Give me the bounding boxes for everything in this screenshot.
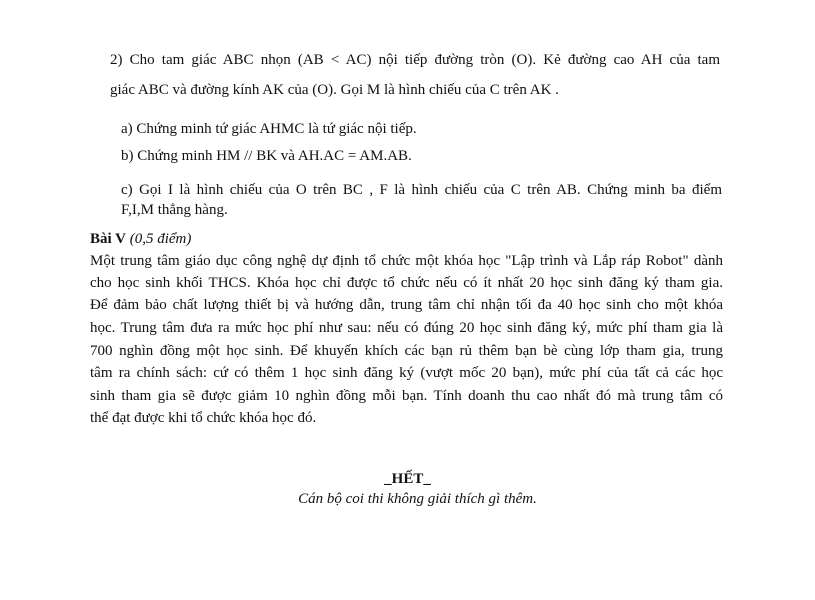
bai5-line-7: sinh tham gia sẽ được giảm 10 nghìn đồng mỗi bạn. Tính doanh thu cao nhất đó mà trung tâm có bbox=[90, 388, 723, 404]
problem2-part-c-line1: c) Gọi I là hình chiếu của O trên BC , F là hình chiếu của C trên AB. Chứng minh ba điểm bbox=[121, 182, 722, 198]
bai5-line-4: học. Trung tâm đưa ra mức học phí như sau: nếu có đúng 20 học sinh đăng ký, mức phí tham gia là bbox=[90, 320, 723, 336]
bai5-line-3: Để đảm bảo chất lượng thiết bị và hướng dẫn, trung tâm chỉ nhận tối đa 40 học sinh cho một khóa bbox=[90, 297, 723, 313]
bai5-heading bbox=[90, 229, 191, 249]
footer-note: Cán bộ coi thi không giải thích gì thêm. bbox=[298, 491, 537, 507]
bai5-line-1: Một trung tâm giáo dục công nghệ dự định tổ chức một khóa học "Lập trình và Lắp ráp Robot" dành bbox=[90, 253, 723, 269]
bai5-line-5: 700 nghìn đồng một học sinh. Để khuyến khích các bạn rủ thêm bạn bè cùng lớp tham gia, trung bbox=[90, 343, 723, 359]
problem2-intro-line1: 2) Cho tam giác ABC nhọn (AB < AC) nội tiếp đường tròn (O). Kẻ đường cao AH của tam bbox=[110, 52, 720, 68]
bai5-points: (0,5 điểm) bbox=[129, 231, 192, 247]
problem2-part-b: b) Chứng minh HM // BK và AH.AC = AM.AB. bbox=[121, 148, 412, 164]
bai5-label: Bài V bbox=[90, 231, 126, 247]
problem2-part-a: a) Chứng minh tứ giác AHMC là tứ giác nội tiếp. bbox=[121, 121, 417, 137]
problem2-part-c-line2: F,I,M thẳng hàng. bbox=[121, 202, 228, 218]
bai5-line-6: tâm ra chính sách: cứ có thêm 1 học sinh đăng ký (vượt mốc 20 bạn), mức phí của tất cả các học bbox=[90, 365, 723, 381]
problem2-intro-line2: giác ABC và đường kính AK của (O). Gọi M là hình chiếu của C trên AK . bbox=[110, 82, 559, 98]
end-mark: _HẾT_ bbox=[384, 471, 431, 487]
bai5-line-8: thể đạt được khi tổ chức khóa học đó. bbox=[90, 410, 317, 426]
bai5-line-2: cho học sinh khối THCS. Khóa học chỉ được tổ chức nếu có ít nhất 20 học sinh đăng ký tham gia. bbox=[90, 275, 723, 291]
